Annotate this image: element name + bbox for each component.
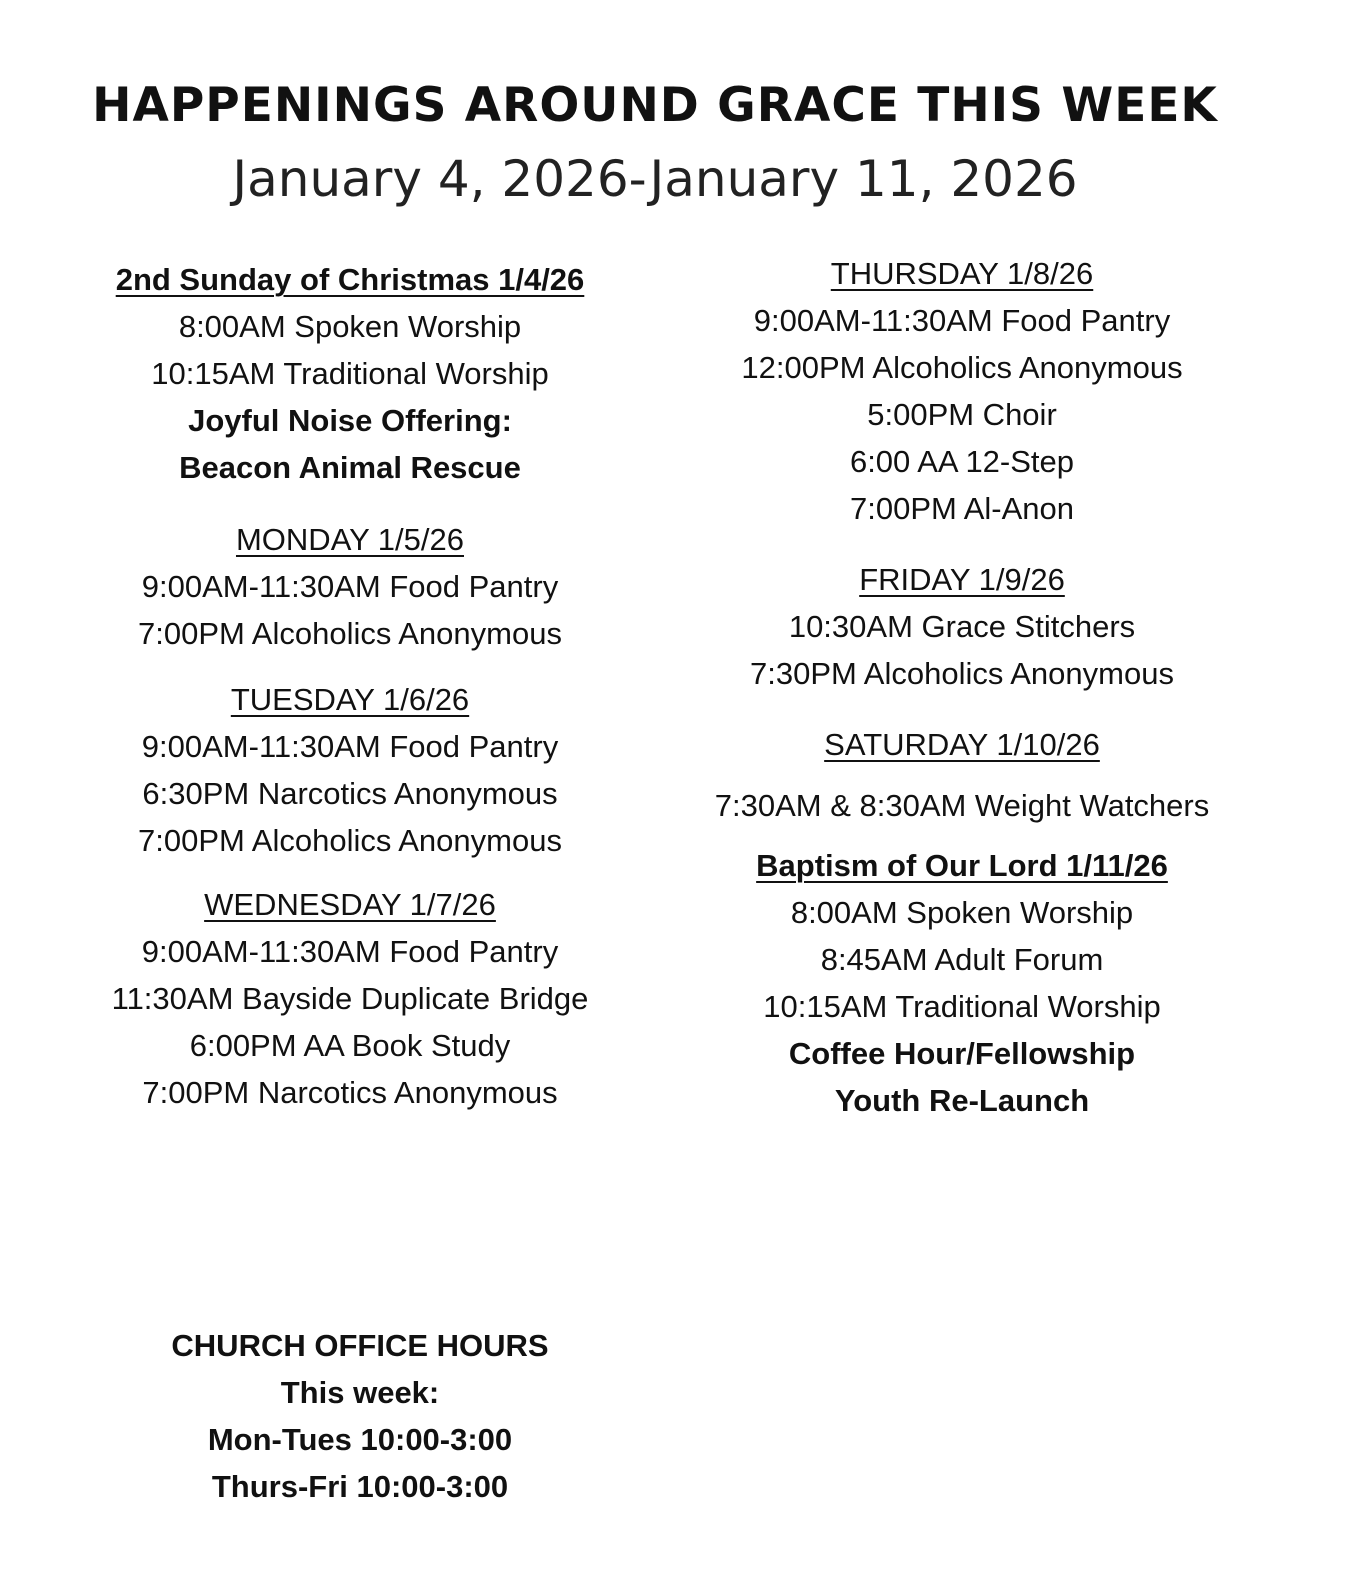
event-item: 9:00AM-11:30AM Food Pantry: [141, 934, 559, 969]
event-item: 6:00PM AA Book Study: [189, 1028, 511, 1063]
day-heading: MONDAY 1/5/26: [235, 522, 464, 557]
day-heading: SATURDAY 1/10/26: [824, 727, 1100, 762]
event-item: 6:00 AA 12-Step: [849, 444, 1075, 479]
day-heading: 2nd Sunday of Christmas 1/4/26: [115, 262, 585, 297]
event-item: 7:00PM Al-Anon: [849, 491, 1075, 526]
event-item: 8:45AM Adult Forum: [820, 942, 1104, 977]
event-item: Youth Re-Launch: [834, 1083, 1090, 1118]
event-item: 10:15AM Traditional Worship: [763, 989, 1161, 1024]
day-heading: Baptism of Our Lord 1/11/26: [756, 848, 1168, 883]
day-section: [652, 842, 1272, 1124]
event-item: 10:30AM Grace Stitchers: [788, 609, 1136, 644]
event-item: 9:00AM-11:30AM Food Pantry: [141, 569, 559, 604]
event-item: Joyful Noise Offering:: [188, 403, 512, 438]
event-item: 5:00PM Choir: [867, 397, 1057, 432]
event-item: 7:00PM Alcoholics Anonymous: [138, 616, 562, 651]
event-item: 8:00AM Spoken Worship: [790, 895, 1134, 930]
event-item: 11:30AM Bayside Duplicate Bridge: [111, 981, 589, 1016]
day-section: [40, 676, 660, 864]
event-item: 8:00AM Spoken Worship: [178, 309, 522, 344]
event-item: 7:00PM Alcoholics Anonymous: [138, 823, 562, 858]
event-item: Coffee Hour/Fellowship: [788, 1036, 1136, 1071]
day-heading: TUESDAY 1/6/26: [230, 682, 470, 717]
day-heading: WEDNESDAY 1/7/26: [204, 887, 496, 922]
event-item: 7:30AM & 8:30AM Weight Watchers: [714, 788, 1210, 823]
event-item: 7:30PM Alcoholics Anonymous: [750, 656, 1174, 691]
day-section: [40, 516, 660, 657]
event-item: 12:00PM Alcoholics Anonymous: [741, 350, 1183, 385]
office-hours-line: Thurs-Fri 10:00-3:00: [211, 1469, 509, 1504]
day-heading: THURSDAY 1/8/26: [830, 256, 1094, 291]
event-item: 9:00AM-11:30AM Food Pantry: [753, 303, 1171, 338]
day-section: [40, 881, 660, 1116]
office-hours-title: CHURCH OFFICE HOURS: [171, 1328, 549, 1363]
day-section: [40, 256, 660, 491]
day-section: [652, 250, 1272, 532]
event-item: 6:30PM Narcotics Anonymous: [142, 776, 558, 811]
event-item: 9:00AM-11:30AM Food Pantry: [141, 729, 559, 764]
page-title: HAPPENINGS AROUND GRACE THIS WEEK: [92, 78, 1218, 133]
church-office-hours: [60, 1322, 660, 1510]
day-heading: FRIDAY 1/9/26: [859, 562, 1065, 597]
event-item: 10:15AM Traditional Worship: [151, 356, 549, 391]
event-item: 7:00PM Narcotics Anonymous: [142, 1075, 558, 1110]
office-hours-line: Mon-Tues 10:00-3:00: [207, 1422, 513, 1457]
office-hours-subtitle: This week:: [280, 1375, 440, 1410]
day-section: [652, 721, 1272, 829]
date-range: January 4, 2026-January 11, 2026: [232, 150, 1078, 208]
event-item: Beacon Animal Rescue: [179, 450, 521, 485]
day-section: [652, 556, 1272, 697]
